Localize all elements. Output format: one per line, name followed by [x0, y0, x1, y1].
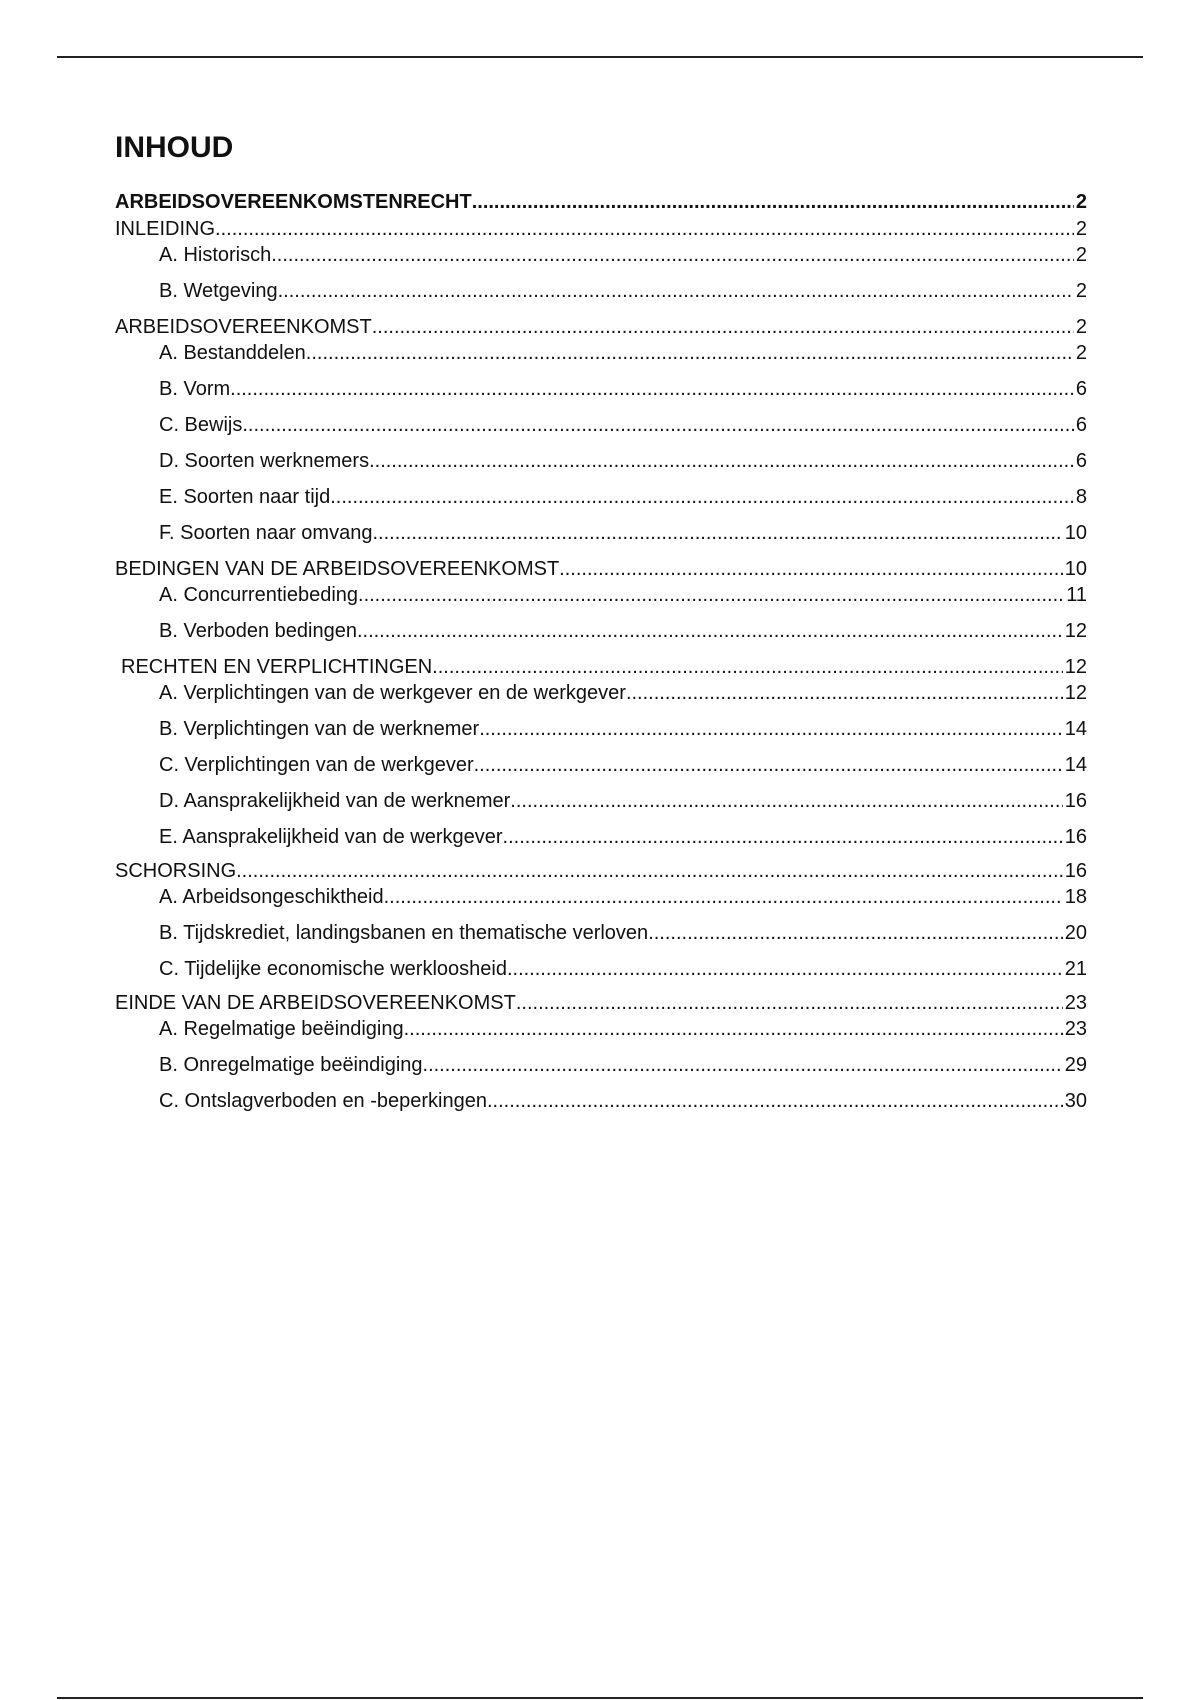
toc-entry-vorm[interactable] [115, 377, 1087, 401]
dot-leader [306, 341, 1074, 365]
dot-leader [507, 957, 1063, 981]
toc-entry-page: 20 [1064, 922, 1087, 944]
dot-leader [516, 991, 1063, 1015]
toc-title: INHOUD [115, 131, 234, 164]
toc-entry-label: A. Historisch [159, 244, 272, 266]
toc-entry-page: 6 [1075, 378, 1087, 400]
toc-entry-page: 18 [1064, 886, 1087, 908]
toc-entry-label: D. Aansprakelijkheid van de werknemer [159, 790, 511, 812]
dot-leader [626, 681, 1063, 705]
toc-entry-rechten-en-verplichtingen[interactable] [115, 655, 1087, 679]
toc-entry-verboden-bedingen[interactable] [115, 619, 1087, 643]
toc-entry-label: SCHORSING [115, 860, 237, 882]
dot-leader [648, 921, 1063, 945]
toc-entry-aansprakelijkheid-werknemer[interactable] [115, 789, 1087, 813]
dot-leader [423, 1053, 1063, 1077]
toc-entry-inleiding[interactable] [115, 217, 1087, 241]
toc-entry-soorten-werknemers[interactable] [115, 449, 1087, 473]
toc-entry-einde-arbeidsovereenkomst[interactable] [115, 991, 1087, 1015]
toc-entry-page: 16 [1064, 860, 1087, 882]
toc-entry-page: 10 [1064, 522, 1087, 544]
toc-entry-label: F. Soorten naar omvang [159, 522, 373, 544]
toc-entry-label: B. Vorm [159, 378, 231, 400]
toc-entry-page: 2 [1075, 244, 1087, 266]
toc-entry-label: B. Verplichtingen van de werknemer [159, 718, 480, 740]
dot-leader [230, 377, 1074, 401]
toc-entry-verplichtingen-werkgever[interactable] [115, 753, 1087, 777]
toc-entry-label: E. Soorten naar tijd [159, 486, 331, 508]
header-rule [57, 56, 1143, 58]
toc-entry-label: B. Wetgeving [159, 280, 278, 302]
toc-entry-label: C. Bewijs [159, 414, 243, 436]
toc-entry-tijdelijke-werkloosheid[interactable] [115, 957, 1087, 981]
dot-leader [559, 557, 1063, 581]
toc-entry-page: 10 [1064, 558, 1087, 580]
toc-entry-label: B. Tijdskrediet, landingsbanen en thematische verloven [159, 922, 649, 944]
toc-entry-label: BEDINGEN VAN DE ARBEIDSOVEREENKOMST [115, 558, 560, 580]
toc-entry-label: ARBEIDSOVEREENKOMST [115, 316, 372, 338]
toc-entry-onregelmatige-beeindiging[interactable] [115, 1053, 1087, 1077]
dot-leader [472, 190, 1074, 214]
toc-entry-regelmatige-beeindiging[interactable] [115, 1017, 1087, 1041]
toc-entry-page: 23 [1064, 992, 1087, 1014]
dot-leader [432, 655, 1063, 679]
dot-leader [384, 885, 1063, 909]
dot-leader [330, 485, 1074, 509]
toc-entry-page: 2 [1075, 280, 1087, 302]
toc-entry-page: 11 [1066, 584, 1087, 606]
toc-entry-page: 23 [1064, 1018, 1087, 1040]
toc-entry-arbeidsovereenkomst[interactable] [115, 315, 1087, 339]
toc-entry-tijdskrediet[interactable] [115, 921, 1087, 945]
toc-entry-label: A. Verplichtingen van de werkgever en de werkgever [159, 682, 626, 704]
toc-entry-page: 16 [1064, 790, 1087, 812]
toc-entry-page: 14 [1064, 718, 1087, 740]
toc-entry-bestanddelen[interactable] [115, 341, 1087, 365]
toc-entry-page: 6 [1075, 414, 1087, 436]
toc-entry-page: 2 [1075, 191, 1087, 213]
dot-leader [487, 1089, 1063, 1113]
dot-leader [215, 217, 1074, 241]
footer-rule [57, 1697, 1143, 1699]
toc-entry-page: 16 [1064, 826, 1087, 848]
toc-entry-page: 12 [1064, 682, 1087, 704]
dot-leader [479, 717, 1063, 741]
toc-entry-page: 2 [1075, 218, 1087, 240]
toc-entry-label: C. Tijdelijke economische werkloosheid [159, 958, 507, 980]
toc-entry-label: A. Regelmatige beëindiging [159, 1018, 404, 1040]
toc-entry-bewijs[interactable] [115, 413, 1087, 437]
toc-entry-concurrentiebeding[interactable] [115, 583, 1087, 607]
toc-entry-page: 2 [1075, 316, 1087, 338]
toc-entry-label: EINDE VAN DE ARBEIDSOVEREENKOMST [115, 992, 516, 1014]
dot-leader [510, 789, 1062, 813]
toc-entry-label: A. Arbeidsongeschiktheid [159, 886, 384, 908]
toc-entry-label: D. Soorten werknemers [159, 450, 370, 472]
toc-entry-page: 6 [1075, 450, 1087, 472]
toc-entry-label: C. Ontslagverboden en -beperkingen [159, 1090, 487, 1112]
dot-leader [503, 825, 1063, 849]
toc-entry-label: A. Concurrentiebeding [159, 584, 359, 606]
toc-entry-page: 29 [1064, 1054, 1087, 1076]
toc-entry-arbeidsovereenkomstenrecht[interactable] [115, 190, 1087, 214]
dot-leader [372, 315, 1074, 339]
toc-entry-page: 14 [1064, 754, 1087, 776]
toc-entry-page: 12 [1064, 620, 1087, 642]
toc-entry-verplichtingen-werknemer[interactable] [115, 717, 1087, 741]
toc-entry-soorten-naar-tijd[interactable] [115, 485, 1087, 509]
dot-leader [404, 1017, 1063, 1041]
dot-leader [358, 583, 1064, 607]
toc-entry-label: B. Onregelmatige beëindiging [159, 1054, 423, 1076]
toc-entry-historisch[interactable] [115, 243, 1087, 267]
toc-entry-label: A. Bestanddelen [159, 342, 306, 364]
toc-entry-page: 2 [1075, 342, 1087, 364]
dot-leader [242, 413, 1074, 437]
toc-entry-aansprakelijkheid-werkgever[interactable] [115, 825, 1087, 849]
toc-entry-ontslagverboden[interactable] [115, 1089, 1087, 1113]
toc-entry-label: B. Verboden bedingen [159, 620, 357, 642]
dot-leader [372, 521, 1062, 545]
toc-entry-page: 30 [1064, 1090, 1087, 1112]
dot-leader [369, 449, 1074, 473]
toc-entry-schorsing[interactable] [115, 859, 1087, 883]
toc-entry-soorten-naar-omvang[interactable] [115, 521, 1087, 545]
toc-entry-arbeidsongeschiktheid[interactable] [115, 885, 1087, 909]
dot-leader [271, 243, 1074, 267]
toc-entry-label: C. Verplichtingen van de werkgever [159, 754, 474, 776]
toc-list [115, 190, 1087, 1113]
toc-entry-label: RECHTEN EN VERPLICHTINGEN [121, 656, 433, 678]
dot-leader [357, 619, 1063, 643]
toc-entry-page: 8 [1075, 486, 1087, 508]
table-of-contents [115, 130, 1087, 1113]
dot-leader [474, 753, 1063, 777]
toc-entry-page: 12 [1064, 656, 1087, 678]
toc-entry-wetgeving[interactable] [115, 279, 1087, 303]
toc-entry-verplichtingen-werkgever-en-werkgever[interactable] [115, 681, 1087, 705]
toc-entry-bedingen[interactable] [115, 557, 1087, 581]
toc-entry-label: INLEIDING [115, 218, 216, 240]
toc-entry-page: 21 [1064, 958, 1087, 980]
dot-leader [278, 279, 1074, 303]
toc-entry-label: E. Aansprakelijkheid van de werkgever [159, 826, 503, 848]
dot-leader [236, 859, 1063, 883]
toc-entry-label: ARBEIDSOVEREENKOMSTENRECHT [115, 191, 472, 213]
